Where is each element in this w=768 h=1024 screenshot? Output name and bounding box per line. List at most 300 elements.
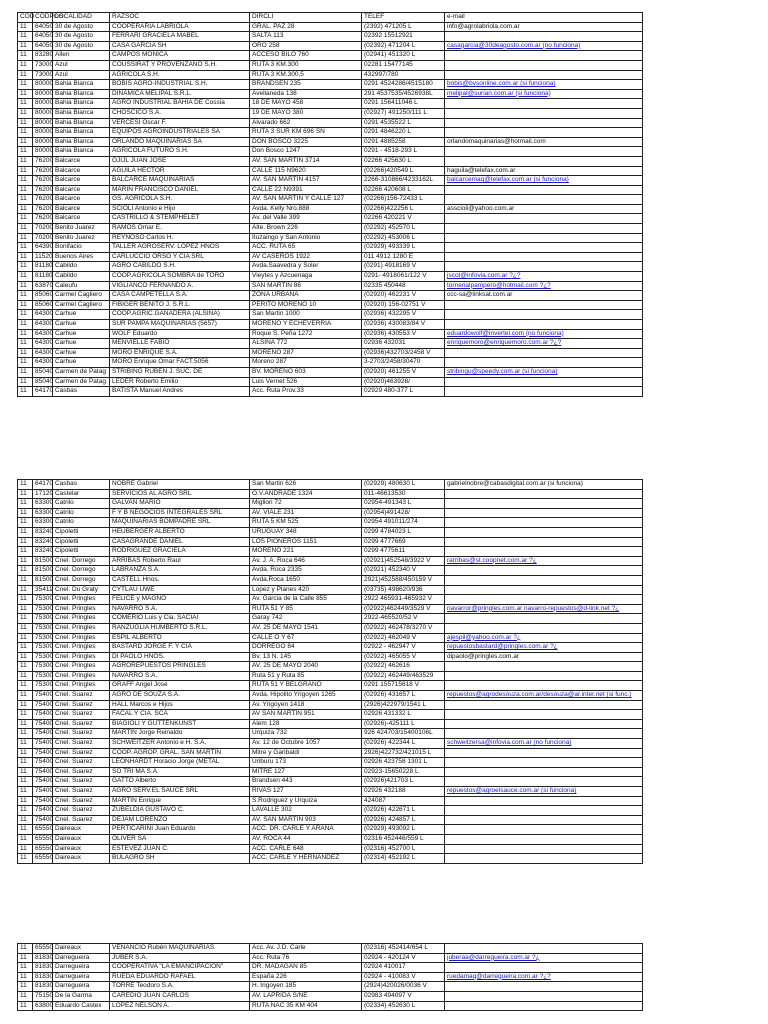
email-link[interactable]: juberaa@darregueira.com.ar ?¿ xyxy=(447,953,540,961)
cod-cell: 11 xyxy=(18,176,33,186)
dircli-cell: RUTA 3 SUR KM 696 SN xyxy=(250,128,362,138)
codpos-cell: 81830 xyxy=(33,953,53,963)
email-cell xyxy=(445,944,643,954)
dircli-cell: Av. Garcia de la Calle 855 xyxy=(250,595,362,605)
table-row xyxy=(18,758,643,768)
codpos-cell: 64050 xyxy=(33,22,53,32)
codpos-cell: 75300 xyxy=(33,623,53,633)
razsoc-cell: GS. AGRICOLA S.H. xyxy=(110,195,250,205)
localidad-cell: Carhue xyxy=(53,358,110,368)
localidad-cell: Carmel Cagliero xyxy=(53,300,110,310)
email-cell xyxy=(445,777,643,787)
cod-cell: 11 xyxy=(18,320,33,330)
email-cell xyxy=(445,796,643,806)
telef-cell: 02936 432031 xyxy=(362,339,445,349)
codpos-cell: 63300 xyxy=(33,508,53,518)
codpos-cell: 64300 xyxy=(33,320,53,330)
email-cell xyxy=(445,834,643,844)
razsoc-cell: CHOSCICO S.A. xyxy=(110,108,250,118)
cod-cell: 11 xyxy=(18,652,33,662)
email-cell xyxy=(445,89,643,99)
dircli-cell: 18 DE MAYO 458 xyxy=(250,99,362,109)
cod-cell: 11 xyxy=(18,300,33,310)
localidad-cell: Daireaux xyxy=(53,854,110,864)
razsoc-cell: EQUIPOS AGROINDUSTRIALES SA xyxy=(110,128,250,138)
codpos-cell: 64170 xyxy=(33,480,53,490)
localidad-cell: Cnel. Suarez xyxy=(53,787,110,797)
email-cell xyxy=(445,710,643,720)
telef-cell: 02316 452446/559 L xyxy=(362,834,445,844)
telef-cell: (02314) 452192 L xyxy=(362,854,445,864)
email-link[interactable]: ajespil@yahoo.com.ar ?¿ xyxy=(447,633,521,641)
telef-cell: 02392 15512921 xyxy=(362,32,445,42)
telef-cell: 02923-15650228 L xyxy=(362,767,445,777)
localidad-cell: 30 de Agosto xyxy=(53,22,110,32)
dircli-cell: MITRE 127 xyxy=(250,767,362,777)
telef-cell: (02926) 431657 L xyxy=(362,691,445,701)
telef-cell: 0291 4846220 L xyxy=(362,128,445,138)
telef-cell: 02335 450448 xyxy=(362,281,445,291)
telef-cell: 926 424703/15400106L xyxy=(362,729,445,739)
email-link[interactable]: casagarcia@30deagosto.com.ar (no funciona) xyxy=(447,41,581,49)
email-link[interactable]: schweitzersa@infovia.com.ar (no funciona) xyxy=(447,739,572,747)
razsoc-cell: ORLANDO MAQUINARIAS SA xyxy=(110,137,250,147)
telef-cell: (02941) 451320 L xyxy=(362,51,445,61)
codpos-cell: 81180 xyxy=(33,262,53,272)
cod-cell: 11 xyxy=(18,953,33,963)
cod-cell: 11 xyxy=(18,99,33,109)
table-row xyxy=(18,556,643,566)
table-row xyxy=(18,70,643,80)
telef-cell: (02266)422256 L xyxy=(362,204,445,214)
dircli-cell: SAN MARTIN 86 xyxy=(250,281,362,291)
telef-cell: 02266 425630 L xyxy=(362,156,445,166)
localidad-cell: Cnel. Pringles xyxy=(53,662,110,672)
telef-cell: (02266)420549 L xyxy=(362,166,445,176)
table-row xyxy=(18,991,643,1001)
razsoc-cell: CASTELL Hnos. xyxy=(110,575,250,585)
telef-cell: (02929) 493092 L xyxy=(362,825,445,835)
email-cell xyxy=(445,147,643,157)
codpos-cell: 80000 xyxy=(33,89,53,99)
dircli-cell: Don Bosco 1247 xyxy=(250,147,362,157)
email-cell xyxy=(445,806,643,816)
localidad-cell: Cnel. Du Graty xyxy=(53,585,110,595)
telef-cell: 02922 - 462947 V xyxy=(362,643,445,653)
codpos-cell: 75400 xyxy=(33,700,53,710)
localidad-cell: Bahia Blanca xyxy=(53,108,110,118)
cod-cell: 11 xyxy=(18,233,33,243)
telef-cell: (02926) 424857 L xyxy=(362,815,445,825)
telef-cell: 2922 465931-465932 V xyxy=(362,595,445,605)
dircli-cell: Alte. Brown 226 xyxy=(250,224,362,234)
codpos-cell: 83240 xyxy=(33,547,53,557)
email-link[interactable]: melipal@surian.com.ar (si funciona) xyxy=(447,89,551,97)
cod-cell: 11 xyxy=(18,339,33,349)
email-cell xyxy=(445,1001,643,1011)
telef-cell: (02926)-425111 L xyxy=(362,719,445,729)
codpos-cell: 81500 xyxy=(33,566,53,576)
contacts-table-3 xyxy=(17,943,643,1011)
telef-cell: 02266 420608 L xyxy=(362,185,445,195)
cod-cell: 11 xyxy=(18,556,33,566)
email-link[interactable]: stribingu@speedy.com.ar (si funciona) xyxy=(447,367,558,375)
email-cell xyxy=(445,700,643,710)
dircli-cell: Roque S. Peña 1272 xyxy=(250,329,362,339)
codpos-cell: 76200 xyxy=(33,195,53,205)
header-email-cell: e-mail xyxy=(445,13,643,23)
cod-cell: 11 xyxy=(18,758,33,768)
cod-cell: 11 xyxy=(18,518,33,528)
table-row xyxy=(18,99,643,109)
codpos-cell: 76200 xyxy=(33,214,53,224)
localidad-cell: Cnel. Suarez xyxy=(53,691,110,701)
telef-cell: 011 4912 1280 E xyxy=(362,252,445,262)
table-row xyxy=(18,719,643,729)
localidad-cell: Carhue xyxy=(53,348,110,358)
dircli-cell: Luis Vernet 526 xyxy=(250,377,362,387)
localidad-cell: Cipoletti xyxy=(53,537,110,547)
dircli-cell: ZONA URBANA xyxy=(250,291,362,301)
codpos-cell: 75300 xyxy=(33,633,53,643)
telef-cell: 432997/780 xyxy=(362,70,445,80)
telef-cell: (02954)491428/ xyxy=(362,508,445,518)
table-row xyxy=(18,185,643,195)
email-link[interactable]: tornerialpampero@hotmail.com ?¿? xyxy=(447,281,551,289)
codpos-cell: 75300 xyxy=(33,643,53,653)
dircli-cell: AV. SAN MARTIN Y CALLE 127 xyxy=(250,195,362,205)
telef-cell: (02292) 453006 L xyxy=(362,233,445,243)
table-row xyxy=(18,710,643,720)
codpos-cell: 65550 xyxy=(33,825,53,835)
cod-cell: 11 xyxy=(18,719,33,729)
codpos-cell: 75400 xyxy=(33,767,53,777)
email-cell xyxy=(445,556,643,566)
table-row xyxy=(18,700,643,710)
email-link[interactable]: eduardowolf@invertel.com (no funciona) xyxy=(447,329,564,337)
email-link[interactable]: repuestos@agroelsauce.com.ar (si funciona) xyxy=(447,787,577,794)
localidad-cell: Castelar xyxy=(53,489,110,499)
email-cell xyxy=(445,185,643,195)
localidad-cell: Cnel. Suarez xyxy=(53,729,110,739)
table-row xyxy=(18,60,643,70)
dircli-cell: RUTA 51 Y 85 xyxy=(250,604,362,614)
telef-cell: 0291 - 4518-293 L xyxy=(362,147,445,157)
codpos-cell: 64300 xyxy=(33,348,53,358)
razsoc-cell: NOBRE Gabriel xyxy=(110,480,250,490)
cod-cell: 11 xyxy=(18,128,33,138)
localidad-cell: Cnel. Pringles xyxy=(53,633,110,643)
razsoc-cell: ESPIL ALBERTO xyxy=(110,633,250,643)
table-row xyxy=(18,243,643,253)
table-row xyxy=(18,156,643,166)
razsoc-cell: SO TRI MA S.A. xyxy=(110,767,250,777)
table-row xyxy=(18,767,643,777)
codpos-cell: 70200 xyxy=(33,233,53,243)
email-link[interactable]: bobis@bvsonline.com.ar (si funciona) xyxy=(447,80,556,88)
dircli-cell: H. Irigoyen 185 xyxy=(250,982,362,992)
codpos-cell: 73000 xyxy=(33,70,53,80)
localidad-cell: Cnel. Suarez xyxy=(53,806,110,816)
localidad-cell: Bonifacio xyxy=(53,243,110,253)
dircli-cell: Av. del Valle 399 xyxy=(250,214,362,224)
localidad-cell: Bahia Blanca xyxy=(53,147,110,157)
table-row xyxy=(18,281,643,291)
table-row xyxy=(18,147,643,157)
table-row xyxy=(18,480,643,490)
email-cell xyxy=(445,719,643,729)
telef-cell: 0291 4535522 L xyxy=(362,118,445,128)
table-row xyxy=(18,796,643,806)
table-row xyxy=(18,89,643,99)
table-row xyxy=(18,204,643,214)
localidad-cell: Darregueira xyxy=(53,963,110,973)
codpos-cell: 65550 xyxy=(33,854,53,864)
cod-cell: 11 xyxy=(18,815,33,825)
cod-cell: 11 xyxy=(18,329,33,339)
codpos-cell: 80000 xyxy=(33,128,53,138)
codpos-cell: 64170 xyxy=(33,387,53,397)
codpos-cell: 85060 xyxy=(33,291,53,301)
email-link[interactable]: enriquemoro@enriquemoro.com.ar ?¿? xyxy=(447,339,562,347)
email-link[interactable]: repuestos@agrodesouza.com.ar/desouza@ar.inter.net (si func.) xyxy=(447,691,632,699)
table-row xyxy=(18,118,643,128)
telef-cell: (2924)420026/0036 V xyxy=(362,982,445,992)
email-cell xyxy=(445,604,643,614)
razsoc-cell: STRIBING RUBEN J. SUC. DE xyxy=(110,367,250,377)
cod-cell: 11 xyxy=(18,691,33,701)
razsoc-cell: LOPEZ NELSON A. xyxy=(110,1001,250,1011)
email-cell xyxy=(445,547,643,557)
email-link[interactable]: balcarcemaq@telefax.com.ar (si funciona) xyxy=(447,176,569,184)
email-cell xyxy=(445,80,643,90)
telef-cell: (02922) 465055 V xyxy=(362,652,445,662)
codpos-cell: 75400 xyxy=(33,739,53,749)
dircli-cell: ORO 258 xyxy=(250,41,362,51)
codpos-cell: 75300 xyxy=(33,614,53,624)
codpos-cell: 75300 xyxy=(33,671,53,681)
cod-cell: 11 xyxy=(18,291,33,301)
codpos-cell: 75150 xyxy=(33,991,53,1001)
table-row xyxy=(18,691,643,701)
cod-cell: 11 xyxy=(18,681,33,691)
dircli-cell: LOS PIONEROS 1151 xyxy=(250,537,362,547)
telef-cell: (02936) 432295 V xyxy=(362,310,445,320)
dircli-cell: LAVALLE 302 xyxy=(250,806,362,816)
dircli-cell: MORENO 287 xyxy=(250,348,362,358)
dircli-cell: RUTA 51 Y BELGRANO xyxy=(250,681,362,691)
codpos-cell: 80000 xyxy=(33,80,53,90)
razsoc-cell: WOLF Eduardo xyxy=(110,329,250,339)
email-cell xyxy=(445,585,643,595)
localidad-cell: Cnel. Pringles xyxy=(53,643,110,653)
telef-cell: 02983 494097 V xyxy=(362,991,445,1001)
email-cell xyxy=(445,195,643,205)
email-cell xyxy=(445,623,643,633)
cod-cell: 11 xyxy=(18,185,33,195)
codpos-cell: 64300 xyxy=(33,329,53,339)
telef-cell: 2266-310866/4233162L xyxy=(362,176,445,186)
dircli-cell: GRAL. PAZ 28 xyxy=(250,22,362,32)
table-row xyxy=(18,953,643,963)
codpos-cell: 80000 xyxy=(33,147,53,157)
telef-cell: (0291) 4918169 V xyxy=(362,262,445,272)
localidad-cell: Darregueira xyxy=(53,953,110,963)
localidad-cell: Cnel. Suarez xyxy=(53,719,110,729)
email-cell: orlandomaquinarias@hotmail.com xyxy=(445,137,643,147)
table-body-1 xyxy=(18,13,643,397)
codpos-cell: 65550 xyxy=(33,834,53,844)
email-cell xyxy=(445,499,643,509)
telef-cell: 291 4537535/4526938L xyxy=(362,89,445,99)
razsoc-cell: BATISTA Manuel Andres xyxy=(110,387,250,397)
dircli-cell: RUTA 3 KM.300,5 xyxy=(250,70,362,80)
table-row xyxy=(18,834,643,844)
dircli-cell: DON BOSCO 3225 xyxy=(250,137,362,147)
razsoc-cell: RUEDA EDUARDO RAFAEL xyxy=(110,972,250,982)
email-link[interactable]: ruedamaq@darregueira.com.ar ?¿? xyxy=(447,972,551,980)
cod-cell: 11 xyxy=(18,854,33,864)
codpos-cell: 85060 xyxy=(33,300,53,310)
cod-cell: 11 xyxy=(18,489,33,499)
razsoc-cell: BULAGRO SH xyxy=(110,854,250,864)
localidad-cell: Cnel. Dorrego xyxy=(53,566,110,576)
cod-cell: 11 xyxy=(18,748,33,758)
email-cell xyxy=(445,854,643,864)
localidad-cell: Casbas xyxy=(53,387,110,397)
cod-cell: 11 xyxy=(18,972,33,982)
email-cell xyxy=(445,329,643,339)
telef-cell: 0299 4777669 xyxy=(362,537,445,547)
razsoc-cell: ESTEVEZ JUAN C. xyxy=(110,844,250,854)
dircli-cell: S.Rodriguez y Urquiza xyxy=(250,796,362,806)
table-row xyxy=(18,806,643,816)
cod-cell: 11 xyxy=(18,89,33,99)
cod-cell: 11 xyxy=(18,377,33,387)
email-cell xyxy=(445,767,643,777)
cod-cell: 11 xyxy=(18,633,33,643)
cod-cell: 11 xyxy=(18,643,33,653)
table-row xyxy=(18,489,643,499)
codpos-cell: 80000 xyxy=(33,137,53,147)
cod-cell: 11 xyxy=(18,806,33,816)
localidad-cell: Daireaux xyxy=(53,825,110,835)
dircli-cell: Urquiza 732 xyxy=(250,729,362,739)
dircli-cell: Av. 12 de Octubre 1057 xyxy=(250,739,362,749)
razsoc-cell: RODRIGUEZ GRACIELA xyxy=(110,547,250,557)
header-dircli-cell: DIRCLI xyxy=(250,13,362,23)
table-row xyxy=(18,224,643,234)
dircli-cell: Mitre y Garibaldi xyxy=(250,748,362,758)
cod-cell: 11 xyxy=(18,700,33,710)
localidad-cell: Cnel. Suarez xyxy=(53,815,110,825)
table-row xyxy=(18,729,643,739)
table-row xyxy=(18,32,643,42)
email-link[interactable]: navarror@pringles.com.ar navarro-repuestos@d-link.net ?¿ xyxy=(447,604,620,612)
table-row xyxy=(18,320,643,330)
cod-cell: 11 xyxy=(18,214,33,224)
dircli-cell: AV SAN MARTIN 951 xyxy=(250,710,362,720)
cod-cell: 11 xyxy=(18,166,33,176)
razsoc-cell: AGRO DE SOUZA S.A. xyxy=(110,691,250,701)
codpos-cell: 75300 xyxy=(33,652,53,662)
table-row xyxy=(18,944,643,954)
razsoc-cell: MORO Enrique Omar FACT.5056 xyxy=(110,358,250,368)
codpos-cell: 81500 xyxy=(33,556,53,566)
razsoc-cell: MARIN FRANCISCO DANIEL xyxy=(110,185,250,195)
razsoc-cell: SCIOLI Antonio e Hijo xyxy=(110,204,250,214)
localidad-cell: Catrilo xyxy=(53,499,110,509)
email-cell xyxy=(445,310,643,320)
table-row xyxy=(18,108,643,118)
razsoc-cell: MARTIN Jorge Reinaldo xyxy=(110,729,250,739)
razsoc-cell: DINAMICA MELIPAL S.R.L. xyxy=(110,89,250,99)
localidad-cell: Casbas xyxy=(53,480,110,490)
dircli-cell: ACC. CARLE Y HERNANDEZ xyxy=(250,854,362,864)
table-row xyxy=(18,982,643,992)
codpos-cell: 75400 xyxy=(33,815,53,825)
razsoc-cell: COOPERARIA LABRIOLA xyxy=(110,22,250,32)
email-link[interactable]: repuestosbastard@pringles.com.ar ?¿ xyxy=(447,643,558,651)
dircli-cell: Acc. Ruta 76 xyxy=(250,953,362,963)
table-row xyxy=(18,262,643,272)
razsoc-cell: DEJAM LORENZO xyxy=(110,815,250,825)
email-cell xyxy=(445,982,643,992)
localidad-cell: Cnel. Pringles xyxy=(53,671,110,681)
dircli-cell: Ituzaingo y San Antonio xyxy=(250,233,362,243)
email-cell xyxy=(445,527,643,537)
cod-cell: 11 xyxy=(18,585,33,595)
table-row xyxy=(18,329,643,339)
razsoc-cell: SUR PAMPA MAQUINARIAS (5657) xyxy=(110,320,250,330)
table-row xyxy=(18,339,643,349)
table-row xyxy=(18,518,643,528)
email-cell xyxy=(445,575,643,585)
razsoc-cell: LEDER Roberto Emilio xyxy=(110,377,250,387)
email-cell xyxy=(445,214,643,224)
email-cell xyxy=(445,662,643,672)
telef-cell: 02954 491011/274 xyxy=(362,518,445,528)
codpos-cell: 75400 xyxy=(33,710,53,720)
telef-cell: 011-46613530 xyxy=(362,489,445,499)
email-link[interactable]: jscot@infovia.com.ar ?¿? xyxy=(447,272,521,280)
dircli-cell: ACC. CARLE 648 xyxy=(250,844,362,854)
codpos-cell: 75300 xyxy=(33,662,53,672)
razsoc-cell: ZUBELDIA GUSTAVO C. xyxy=(110,806,250,816)
localidad-cell: Carmen de Patag xyxy=(53,377,110,387)
cod-cell: 11 xyxy=(18,358,33,368)
dircli-cell: BV. MORENO 603 xyxy=(250,367,362,377)
contacts-table-2 xyxy=(17,479,643,864)
dircli-cell: Avda. Roca 2335 xyxy=(250,566,362,576)
telef-cell: (02920) 461255 V xyxy=(362,367,445,377)
codpos-cell: 64050 xyxy=(33,32,53,42)
dircli-cell: CALLE 115 N9620 xyxy=(250,166,362,176)
localidad-cell: Bahia Blanca xyxy=(53,137,110,147)
cod-cell: 11 xyxy=(18,662,33,672)
table-row xyxy=(18,854,643,864)
table-row xyxy=(18,348,643,358)
email-cell xyxy=(445,320,643,330)
email-cell: ccc-sa@linksat.com.ar xyxy=(445,291,643,301)
localidad-cell: Caleufu xyxy=(53,281,110,291)
cod-cell: 11 xyxy=(18,537,33,547)
table-row xyxy=(18,80,643,90)
email-cell xyxy=(445,671,643,681)
email-link[interactable]: rarribas@st.coopnet.com.ar ?¿ xyxy=(447,556,537,564)
table-row xyxy=(18,300,643,310)
dircli-cell: ACC. DR. CARLE Y ARANA xyxy=(250,825,362,835)
